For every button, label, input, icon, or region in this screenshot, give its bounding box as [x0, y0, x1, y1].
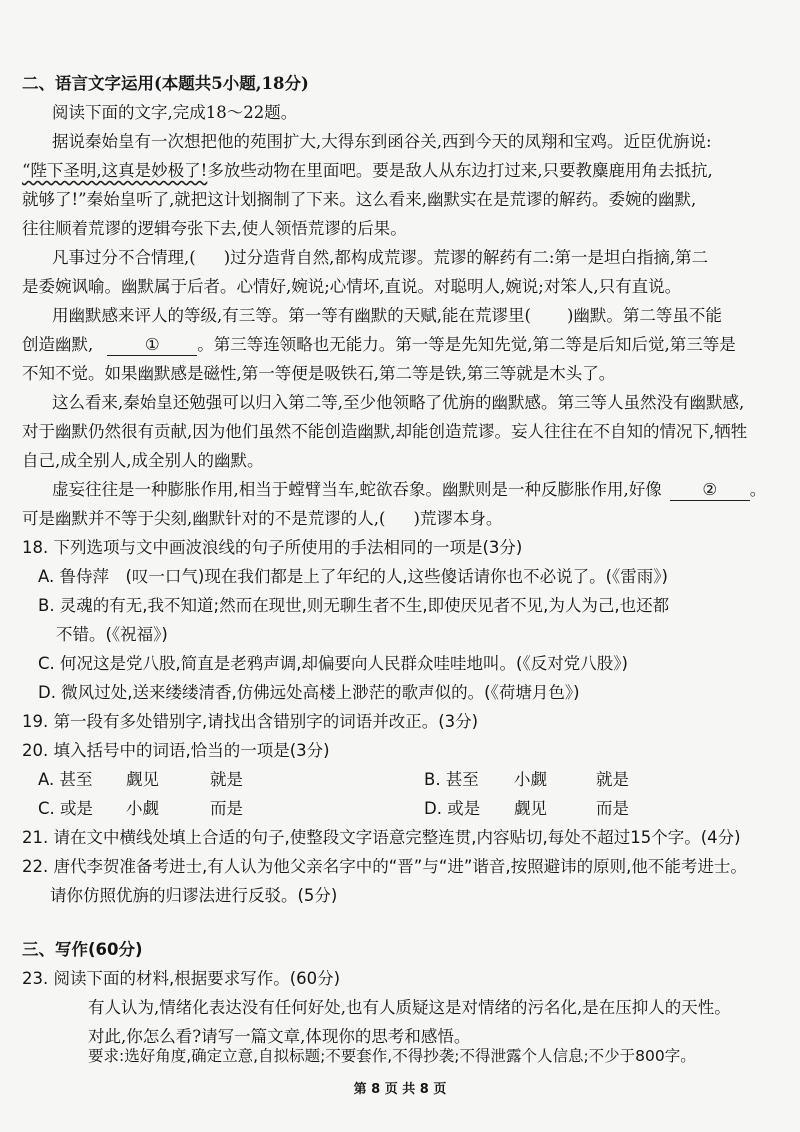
p2-line1: [52, 248, 708, 268]
q20-option-d: [424, 799, 629, 819]
p2-line2: 是委婉讽喻。幽默属于后者。心情好,婉说;心情坏,直说。对聪明人,婉说;对笨人,只有直说。: [22, 277, 682, 296]
p1-line3: 就够了!”秦始皇听了,就把这计划搁制了下来。这么看来,幽默实在是荒谬的解药。委婉的幽默,: [22, 190, 697, 209]
blank-1[interactable]: ①: [107, 335, 197, 356]
page-footer: 第 8 页 共 8 页: [353, 1082, 447, 1097]
p2-line1-b: )过分造背自然,都构成荒谬。荒谬的解药有二:第一是坦白指摘,第二: [223, 248, 709, 267]
p3-line1-a: 用幽默感来评人的等级,有三等。第一等有幽默的天赋,能在荒谬里(: [52, 306, 531, 325]
p5-line2-b: )荒谬本身。: [413, 509, 503, 528]
q19-stem: 19. 第一段有多处错别字,请找出含错别字的词语并改正。(3分): [22, 712, 479, 731]
q20-a-2: 觑见: [126, 770, 159, 789]
q18-option-b-line2: 不错。(《祝福》): [56, 625, 168, 644]
p1-line4: 往往顺着荒谬的逻辑夸张下去,使人领悟荒谬的后果。: [22, 219, 407, 238]
q20-stem: 20. 填入括号中的词语,恰当的一项是(3分): [22, 741, 330, 760]
p4-line1: 这么看来,秦始皇还勉强可以归入第二等,至少他领略了优旃的幽默感。第三等人虽然没有幽默感,: [52, 393, 745, 412]
p5-line2-a: 可是幽默并不等于尖刻,幽默针对的不是荒谬的人,(: [22, 509, 386, 528]
q23-material-1: 有人认为,情绪化表达没有任何好处,也有人质疑这是对情绪的污名化,是在压抑人的天性。: [88, 998, 731, 1017]
q21-stem: 21. 请在文中横线处填上合适的句子,使整段文字语意完整连贯,内容贴切,每处不超过15个字。(4分): [22, 828, 741, 847]
q18-stem: 18. 下列选项与文中画波浪线的句子所使用的手法相同的一项是(3分): [22, 538, 523, 557]
q23-requirements: 要求:选好角度,确定立意,自拟标题;不要套作,不得抄袭;不得泄露个人信息;不少于800字。: [88, 1047, 696, 1065]
q22-line1: 22. 唐代李贺准备考进士,有人认为他父亲名字中的“晋”与“进”谐音,按照避讳的原则,他不能考进士。: [22, 857, 747, 876]
q18-option-a: A. 鲁侍萍 (叹一口气)现在我们都是上了年纪的人,这些傻话请你也不必说了。(《雷雨》): [38, 567, 668, 586]
q20-c-2: 小觑: [126, 799, 159, 818]
p4-line2: 对于幽默仍然很有贡献,因为他们虽然不能创造幽默,却能创造荒谬。妄人往往在不自知的情况下,牺牲: [22, 422, 748, 441]
p3-line2-b: 。第三等连领略也无能力。第一等是先知先觉,第二等是后知后觉,第三等是: [197, 335, 736, 354]
q18-option-c: C. 何况这是党八股,简直是老鸦声调,却偏要向人民群众哇哇地叫。(《反对党八股》): [38, 654, 628, 673]
q20-option-c: [38, 799, 243, 819]
wavy-sentence: “陛下圣明,这真是妙极了!: [22, 161, 208, 180]
q18-option-d: D. 微风过处,送来缕缕清香,仿佛远处高楼上渺茫的歌声似的。(《荷塘月色》): [38, 683, 580, 702]
p1-line1: 据说秦始皇有一次想把他的苑围扩大,大得东到函谷关,西到今天的凤翔和宝鸡。近臣优旃说:: [52, 132, 712, 151]
p5-line1-b: 。: [749, 480, 767, 499]
p4-line3: 自己,成全别人,成全别人的幽默。: [22, 451, 264, 470]
section3-heading: 三、写作(60分): [22, 940, 143, 959]
q20-d-1: D. 或是: [424, 799, 481, 818]
p2-line1-a: 凡事过分不合情理,(: [52, 248, 196, 267]
p1-line2: [22, 161, 713, 181]
p3-line2: [22, 335, 736, 356]
q20-c-3: 而是: [210, 799, 243, 818]
q20-b-2: 小觑: [514, 770, 547, 789]
q23-stem: 23. 阅读下面的材料,根据要求写作。(60分): [22, 969, 341, 988]
q20-c-1: C. 或是: [38, 799, 94, 818]
section2-intro: 阅读下面的文字,完成18～22题。: [52, 103, 298, 122]
p3-line2-a: 创造幽默,: [22, 335, 94, 354]
q20-b-1: B. 甚至: [424, 770, 479, 789]
q23-material-2: 对此,你怎么看?请写一篇文章,体现你的思考和感悟。: [88, 1027, 471, 1046]
q22-line2: 请你仿照优旃的归谬法进行反驳。(5分): [50, 886, 338, 905]
q20-a-1: A. 甚至: [38, 770, 93, 789]
p3-line1: [52, 306, 722, 326]
p5-line1-a: 虚妄往往是一种膨胀作用,相当于螳臂当车,蛇欲吞象。幽默则是一种反膨胀作用,好像: [52, 480, 662, 499]
q20-a-3: 就是: [210, 770, 243, 789]
q20-option-a: [38, 770, 243, 790]
blank-2[interactable]: ②: [670, 480, 750, 501]
q20-d-2: 觑见: [514, 799, 547, 818]
p5-line1: [52, 480, 766, 501]
q20-b-3: 就是: [596, 770, 629, 789]
q18-option-b-line1: B. 灵魂的有无,我不知道;然而在现世,则无聊生者不生,即使厌见者不见,为人为己,也还都: [38, 596, 670, 615]
p1-line2-rest: 多放些动物在里面吧。要是敌人从东边打过来,只要教麋鹿用角去抵抗,: [207, 161, 713, 180]
q20-d-3: 而是: [596, 799, 629, 818]
p3-line1-b: )幽默。第二等虽不能: [566, 306, 722, 325]
p5-line2: [22, 509, 502, 529]
p3-line3: 不知不觉。如果幽默感是磁性,第一等便是吸铁石,第二等是铁,第三等就是木头了。: [22, 364, 616, 383]
q20-option-b: [424, 770, 629, 790]
section2-heading: 二、语言文字运用(本题共5小题,18分): [22, 74, 309, 93]
